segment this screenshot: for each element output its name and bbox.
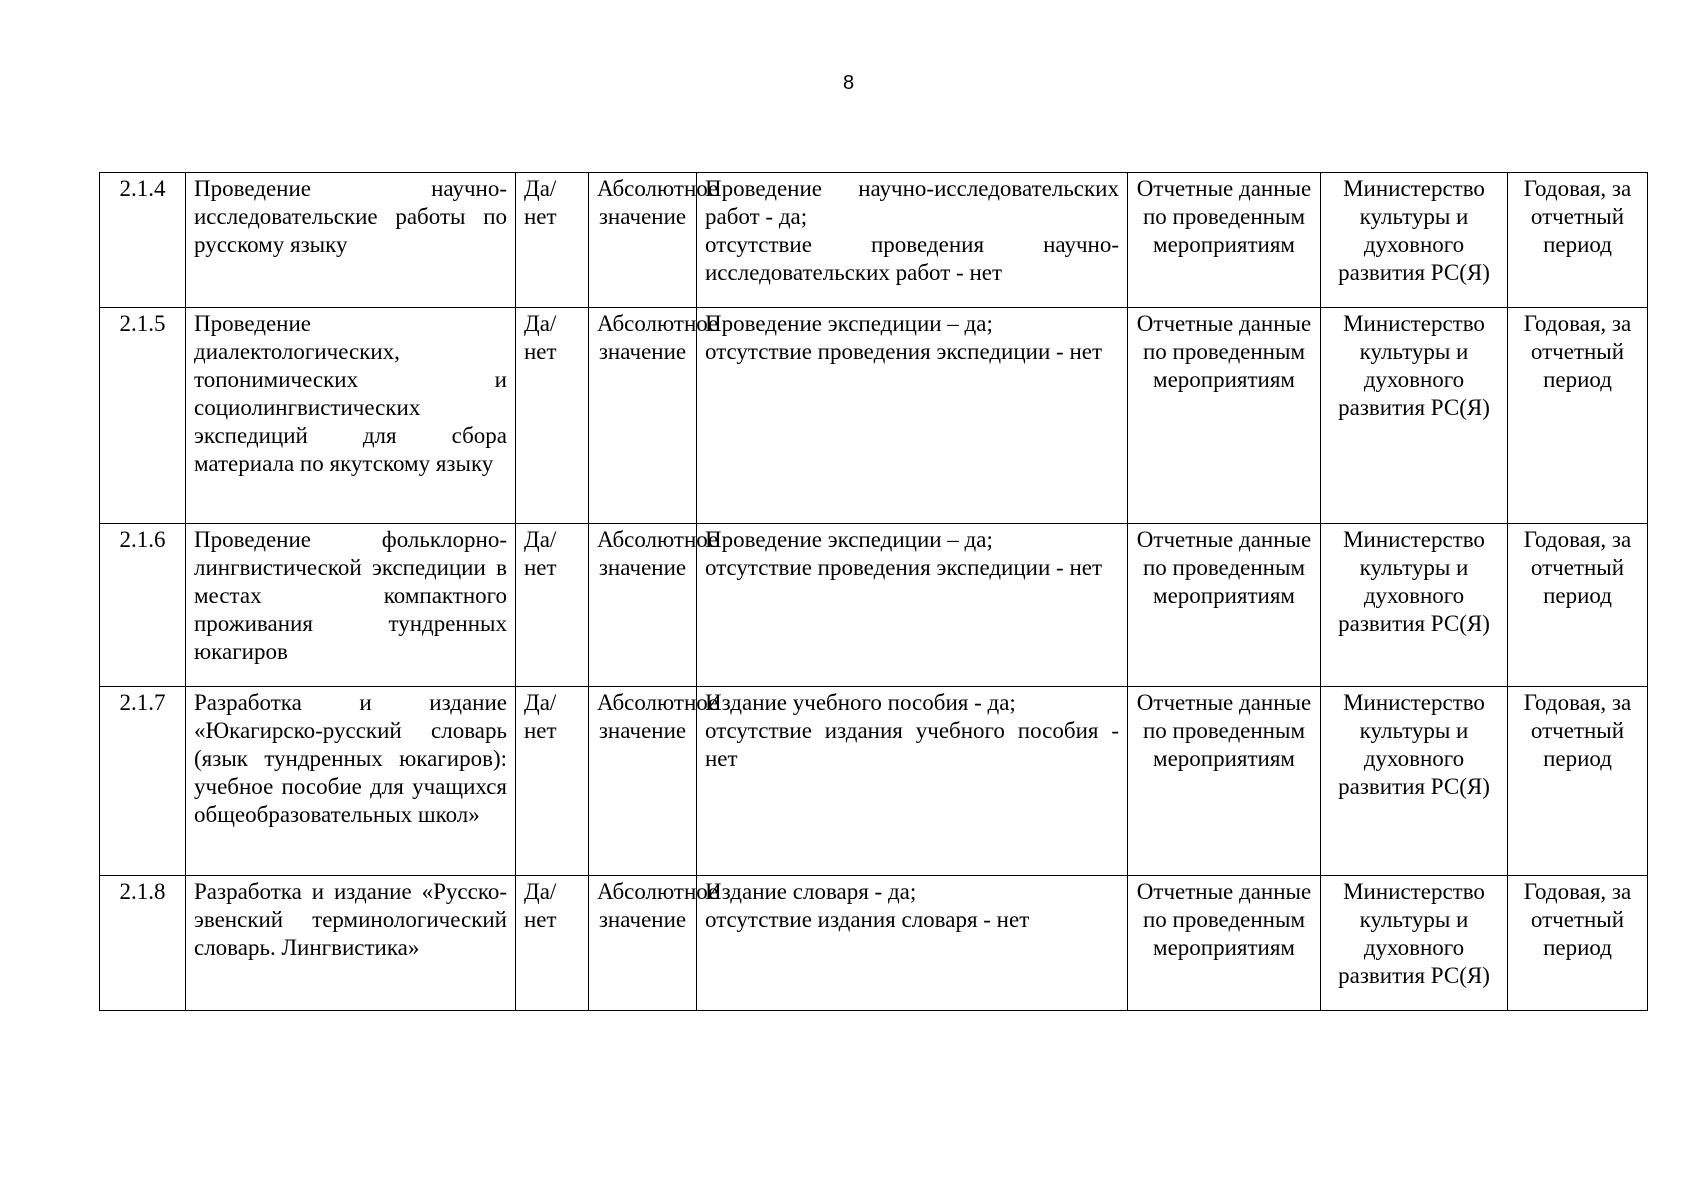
indicators-table (99, 172, 1648, 1011)
data-source: Отчетные данные по проведенным мероприятиям (1128, 524, 1321, 687)
row-number: 2.1.8 (100, 876, 186, 1011)
criteria-line: отсутствие проведения экспедиции - нет (705, 339, 1103, 364)
unit: Да/нет (516, 876, 589, 1011)
criteria-line: Проведение экспедиции – да; (705, 311, 993, 336)
unit: Да/нет (516, 687, 589, 876)
table-row (100, 876, 1648, 1011)
value-type: Абсолютное значение (589, 173, 697, 308)
responsible-body: Министерство культуры и духовного развития РС(Я) (1321, 876, 1508, 1011)
unit: Да/нет (516, 308, 589, 524)
table-row (100, 687, 1648, 876)
responsible-body: Министерство культуры и духовного развития РС(Я) (1321, 524, 1508, 687)
row-number: 2.1.6 (100, 524, 186, 687)
data-source: Отчетные данные по проведенным мероприятиям (1128, 687, 1321, 876)
criteria-line: отсутствие проведения научно-исследовательских работ - нет (705, 232, 1119, 285)
responsible-body: Министерство культуры и духовного развития РС(Я) (1321, 687, 1508, 876)
criteria-line: Издание словаря - да; (705, 879, 917, 904)
data-source: Отчетные данные по проведенным мероприятиям (1128, 876, 1321, 1011)
table-row (100, 308, 1648, 524)
page-number: 8 (842, 72, 855, 94)
data-source: Отчетные данные по проведенным мероприятиям (1128, 308, 1321, 524)
criteria-line: Издание учебного пособия - да; (705, 690, 1016, 715)
periodicity: Годовая, за отчетный период (1508, 876, 1648, 1011)
periodicity: Годовая, за отчетный период (1508, 687, 1648, 876)
table-body (100, 173, 1648, 1011)
value-type: Абсолютное значение (589, 876, 697, 1011)
criteria (697, 308, 1128, 524)
indicator-name: Проведение научно-исследовательские работы по русскому языку (186, 173, 516, 308)
value-type: Абсолютное значение (589, 687, 697, 876)
indicator-name: Разработка и издание «Русско-эвенский терминологический словарь. Лингвистика» (186, 876, 516, 1011)
unit: Да/нет (516, 524, 589, 687)
criteria-line: отсутствие проведения экспедиции - нет (705, 555, 1103, 580)
criteria-line: отсутствие издания учебного пособия - нет (705, 718, 1119, 771)
criteria-line: отсутствие издания словаря - нет (705, 907, 1030, 932)
table-row (100, 524, 1648, 687)
unit: Да/нет (516, 173, 589, 308)
responsible-body: Министерство культуры и духовного развития РС(Я) (1321, 308, 1508, 524)
value-type: Абсолютное значение (589, 308, 697, 524)
value-type: Абсолютное значение (589, 524, 697, 687)
row-number: 2.1.5 (100, 308, 186, 524)
table-row (100, 173, 1648, 308)
indicator-name: Разработка и издание «Юкагирско-русский словарь (язык тундренных юкагиров): учебное пособие для учащихся общеобразовательных школ» (186, 687, 516, 876)
criteria (697, 524, 1128, 687)
indicator-name: Проведение диалектологических, топонимических и социолингвистических экспедиций для сбора материала по якутскому языку (186, 308, 516, 524)
row-number: 2.1.7 (100, 687, 186, 876)
criteria-line: Проведение экспедиции – да; (705, 527, 993, 552)
indicator-name: Проведение фольклорно-лингвистической экспедиции в местах компактного проживания тундренных юкагиров (186, 524, 516, 687)
responsible-body: Министерство культуры и духовного развития РС(Я) (1321, 173, 1508, 308)
periodicity: Годовая, за отчетный период (1508, 524, 1648, 687)
periodicity: Годовая, за отчетный период (1508, 308, 1648, 524)
criteria (697, 687, 1128, 876)
data-source: Отчетные данные по проведенным мероприятиям (1128, 173, 1321, 308)
row-number: 2.1.4 (100, 173, 186, 308)
criteria-line: Проведение научно-исследовательских работ - да; (705, 176, 1119, 229)
criteria (697, 173, 1128, 308)
criteria (697, 876, 1128, 1011)
periodicity: Годовая, за отчетный период (1508, 173, 1648, 308)
